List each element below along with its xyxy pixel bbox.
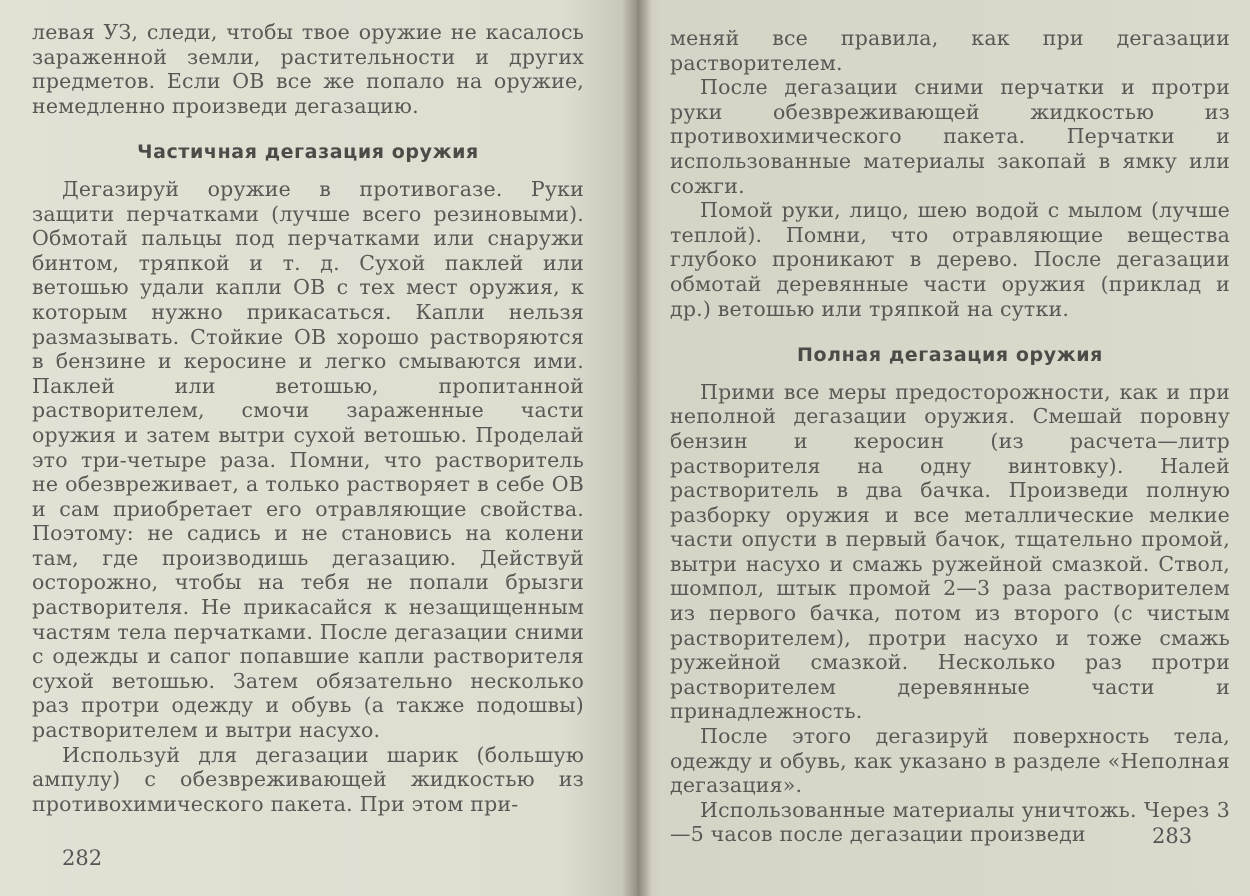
right-paragraph-4: После этого дегазируй поверхность тела, одежду и обувь, как указано в разделе «Неполная дегазация». [670,724,1230,798]
left-paragraph-1: Дегазируй оружие в противогазе. Руки защити перчатками (лучше всего резиновыми). Обмотай пальцы под перчатками или снаружи бинтом, тряпкой и т. д. Сухой паклей или ветошью удали капли ОВ с тех мест оружия, к которым нужно прикасаться. Капли нельзя размазывать. Стойкие ОВ хорошо растворяются в бензине и керосине и легко смываются ими. Паклей или ветошью, пропитанной растворителем, смочи зараженные части оружия и затем вытри сухой ветошью. Проделай это три-четыре раза. Помни, что растворитель не обезвреживает, а только растворяет в себе ОВ и сам приобретает его отравляющие свойства. Поэтому: не садись и не становись на колени там, где производишь дегазацию. Действуй осторожно, чтобы на тебя не попали брызги растворителя. Не прикасайся к незащищенным частям тела перчатками. После дегазации сними с одежды и сапог попавшие капли растворителя сухой ветошью. Затем обязательно несколько раз протри одежду и обувь (а также подошвы) растворителем и вытри насухо. [32,176,584,743]
right-page [640,0,1250,896]
right-opening-paragraph: меняй все правила, как при дегазации растворителем. [670,26,1230,75]
right-page-number: 283 [1152,824,1193,848]
left-text-column [32,20,584,816]
left-opening-paragraph: левая УЗ, следи, чтобы твое оружие не касалось зараженной земли, растительности и других предметов. Если ОВ все же попало на оружие, немедленно произведи дегазацию. [32,20,584,118]
left-paragraph-2: Используй для дегазации шарик (большую ампулу) с обезвреживающей жидкостью из противохимического пакета. При этом при- [32,742,584,816]
right-paragraph-2: Помой руки, лицо, шею водой с мылом (лучше теплой). Помни, что отравляющие вещества глубоко проникают в дерево. После дегазации обмотай деревянные части оружия (приклад и др.) ветошью или тряпкой на сутки. [670,198,1230,321]
right-paragraph-1: После дегазации сними перчатки и протри руки обезвреживающей жидкостью из противохимического пакета. Перчатки и использованные материалы закопай в ямку или сожги. [670,75,1230,198]
left-page-number: 282 [62,846,103,870]
section-heading-partial: Частичная дегазация оружия [137,141,479,164]
section-heading-full: Полная дегазация оружия [797,344,1103,367]
right-text-column [670,26,1230,847]
right-paragraph-3: Прими все меры предосторожности, как и при неполной дегазации оружия. Смешай поровну бензин и керосин (из расчета—литр растворителя на одну винтовку). Налей растворитель в два бачка. Произведи полную разборку оружия и все металлические мелкие части опусти в первый бачок, тщательно промой, вытри насухо и смажь ружейной смазкой. Ствол, шомпол, штык промой 2—3 раза растворителем из первого бачка, потом из второго (с чистым растворителем), протри насухо и тоже смажь ружейной смазкой. Несколько раз протри растворителем деревянные части и принадлежность. [670,379,1230,724]
right-paragraph-5: Использованные материалы уничтожь. Через 3—5 часов после дегазации произведи [670,797,1230,847]
